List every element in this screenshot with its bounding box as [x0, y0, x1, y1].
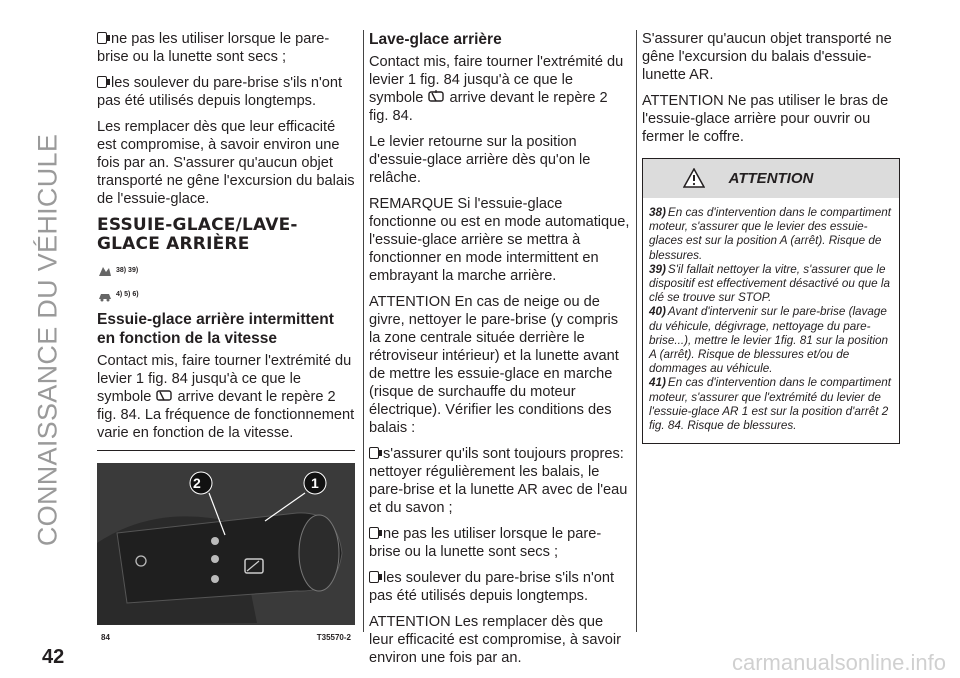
subsection-title: Lave-glace arrière	[369, 31, 502, 48]
paragraph: S'assurer qu'aucun objet transporté ne gêne l'excursion du balais d'essuie-lunette AR.	[642, 31, 892, 83]
attention-item: 39) S'il fallait nettoyer la vitre, s'assurer que le dispositif est effectivement désactivé ou que la clé se trouve sur STOP.	[649, 262, 891, 305]
list-item: ne pas les utiliser lorsque le pare-brise ou la lunette sont secs ;	[369, 526, 602, 560]
paragraph: ATTENTION Ne pas utiliser le bras de l'essuie-glace arrière pour ouvrir ou fermer le coffre.	[642, 93, 889, 145]
figure-caption	[97, 629, 355, 647]
attention-item: 40) Avant d'intervenir sur le pare-brise (lavage du véhicule, dégivrage, nettoyage du pare-brise...), mettre le levier 1fig. 81 sur la position A (arrêt). Risque de blessures et/ou de dommages au véhicule.	[649, 305, 889, 376]
caution-car-icon	[97, 288, 113, 302]
subsection-title: Essuie-glace arrière intermittent en fonction de la vitesse	[97, 311, 334, 347]
column-left	[97, 30, 355, 647]
warning-triangle-icon	[683, 168, 705, 188]
section-title: ESSUIE-GLACE/LAVE-GLACE ARRIÈRE	[97, 215, 298, 254]
figure-callout: 1	[311, 475, 319, 491]
rear-wiper-symbol-icon	[155, 389, 173, 403]
paragraph: ATTENTION Les remplacer dès que leur efficacité est compromise, à savoir environ une fois par an.	[369, 614, 621, 666]
bullet-icon	[369, 527, 379, 539]
list-item: s'assurer qu'ils sont toujours propres: nettoyer régulièrement les balais, le pare-brise et la lunette AR avec de l'eau et du savon ;	[369, 446, 628, 516]
paragraph: Contact mis, faire tourner l'extrémité du levier 1 fig. 84 jusqu'à ce que le symbole arrive devant le repère 2 fig. 84. La fréquence de fonctionnement varie en fonction de la vitesse.	[97, 353, 355, 441]
paragraph: Contact mis, faire tourner l'extrémité du levier 1 fig. 84 jusqu'à ce que le symbole arrive devant le repère 2 fig. 84.	[369, 54, 624, 124]
paragraph: ATTENTION En cas de neige ou de givre, nettoyer le pare-brise (y compris la zone centrale située derrière le rétroviseur intérieur) et la lunette avant de mettre les essuie-glace en marche (risque de surchauffe du moteur électrique). Vérifier les conditions des balais :	[369, 294, 619, 436]
attention-title: ATTENTION	[728, 169, 814, 187]
bullet-icon	[97, 76, 107, 88]
attention-item: 41) En cas d'intervention dans le compartiment moteur, s'assurer que l'extrémité du levier de l'essuie-glace AR 1 est sur la position d'arrêt 2 fig. 84. Risque de blessures.	[649, 376, 892, 433]
column-right	[642, 30, 900, 444]
attention-header	[643, 159, 899, 198]
figure-callout: 2	[193, 475, 201, 491]
bullet-icon	[369, 447, 379, 459]
column-middle	[369, 30, 631, 675]
figure-code: T35570-2	[316, 633, 351, 642]
warning-reference: 38) 39)	[97, 262, 355, 280]
list-item: ne pas les utiliser lorsque le pare-brise ou la lunette sont secs ;	[97, 31, 330, 65]
bullet-icon	[369, 571, 379, 583]
section-sidebar-title: CONNAISSANCE DU VÉHICULE	[32, 133, 63, 547]
wiper-lever-figure	[97, 463, 355, 625]
attention-box	[642, 158, 900, 444]
warning-hand-icon	[97, 264, 113, 278]
watermark-link[interactable]: carmanualsonline.info	[731, 650, 946, 675]
column-divider	[636, 30, 637, 632]
figure-divider	[97, 450, 355, 451]
page-number: 42	[42, 646, 65, 668]
list-item: les soulever du pare-brise s'ils n'ont pas été utilisés depuis longtemps.	[369, 570, 615, 604]
caution-reference: 4) 5) 6)	[97, 286, 355, 304]
figure-number: 84	[101, 633, 110, 642]
paragraph: Les remplacer dès que leur efficacité est compromise, à savoir environ une fois par an. S'assurer qu'aucun objet transporté ne gêne l'excursion du balais de l'essuie-glace.	[97, 119, 355, 207]
column-divider	[363, 30, 364, 632]
attention-item: 38) En cas d'intervention dans le compartiment moteur, s'assurer que le levier des essuie-glaces est sur la position A (arrêt). Risque de blessures.	[649, 206, 892, 262]
attention-body	[643, 198, 899, 443]
list-item: les soulever du pare-brise s'ils n'ont pas été utilisés depuis longtemps.	[97, 75, 343, 109]
paragraph: Le levier retourne sur la position d'essuie-glace arrière dès qu'on le relâche.	[369, 134, 591, 186]
paragraph: REMARQUE Si l'essuie-glace fonctionne ou est en mode automatique, l'essuie-glace arrière se mettra à fonctionner en mode intermittent en embrayant la marche arrière.	[369, 196, 630, 284]
rear-washer-symbol-icon	[427, 90, 445, 104]
bullet-icon	[97, 32, 107, 44]
